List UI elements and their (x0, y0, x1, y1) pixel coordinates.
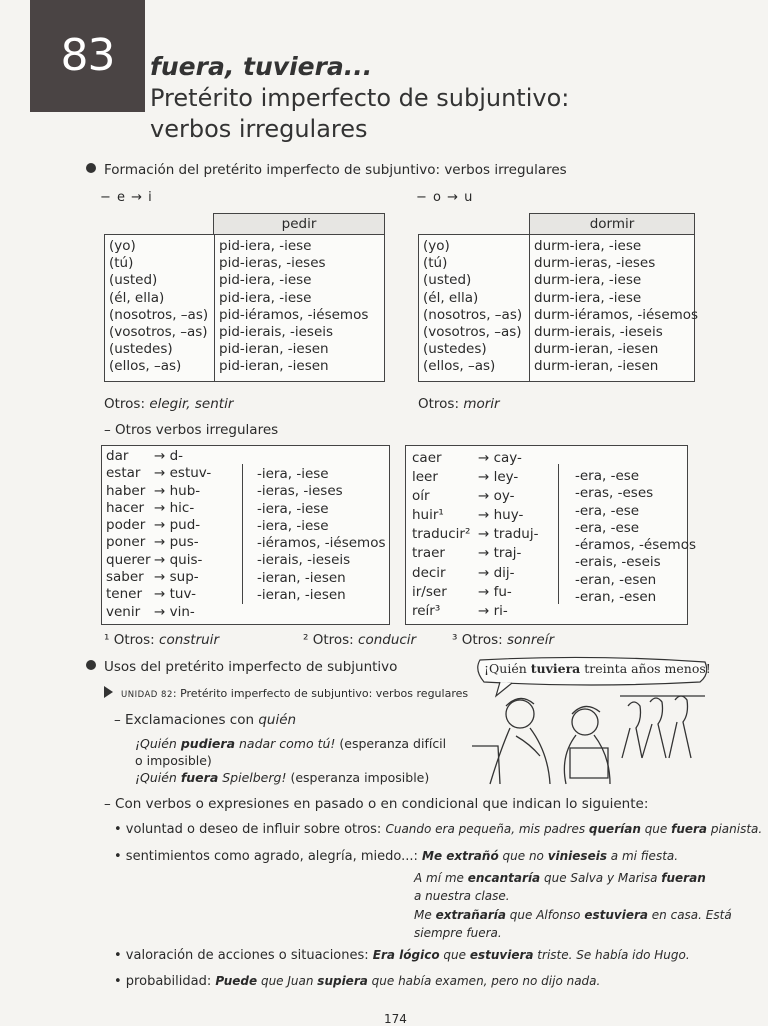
stem: → fu- (478, 583, 512, 600)
ending: -ierais, -ieseis (257, 552, 351, 569)
section-heading-formacion: Formación del pretérito imperfecto de subjuntivo: verbos irregulares (86, 162, 567, 178)
form-column (219, 238, 368, 376)
stem: → pud- (154, 517, 201, 534)
pronoun: (él, ella) (109, 289, 165, 306)
verb-form: pid-iéramos, -iésemos (219, 306, 369, 323)
pronoun: (ustedes) (109, 341, 173, 358)
ending: -era, -ese (575, 502, 640, 519)
pronoun: (yo) (423, 238, 450, 254)
ending: -erais, -eseis (575, 554, 661, 571)
verb-form: pid-iera, -iese (219, 272, 312, 289)
usage-sentimientos-ex3: Me extrañaría que Alfonso estuviera en casa. Está siempre fuera. (414, 908, 732, 940)
pronoun-column (423, 238, 522, 376)
verb: leer (412, 469, 438, 486)
verb: venir (106, 603, 141, 620)
table-header-dormir: dormir (529, 213, 695, 234)
stem: → oy- (478, 488, 515, 505)
pronoun-column (109, 238, 208, 376)
pronoun: (ellos, –as) (423, 358, 496, 375)
verb: poner (106, 534, 146, 551)
column-divider (242, 464, 243, 604)
example-2: ¡Quién fuera Spielberg! (esperanza imposible) (135, 770, 430, 785)
verb-form: pid-ieran, -iesen (219, 341, 329, 358)
verb: caer (412, 450, 442, 466)
verb-form: pid-ierais, -ieseis (219, 324, 334, 341)
unit-reference: UNIDAD 82: Pretérito imperfecto de subjuntivo: verbos regulares (104, 686, 468, 700)
verb: traducir² (412, 526, 471, 543)
verb-form: durm-iera, -iese (534, 238, 642, 254)
table-divider (529, 235, 530, 381)
ending-column (257, 466, 386, 604)
ending: -era, -ese (575, 519, 640, 536)
ending: -eras, -eses (575, 485, 654, 502)
con-verbos-heading: – Con verbos o expresiones en pasado o en condicional que indican lo siguiente: (104, 796, 649, 812)
verb-form: durm-iera, -iese (534, 272, 642, 289)
ending-column (575, 468, 696, 606)
verb: ir/ser (412, 583, 447, 600)
stem: → ri- (478, 602, 508, 619)
stem: → sup- (154, 569, 199, 586)
stem: → hub- (154, 482, 201, 499)
pronoun: (ellos, –as) (109, 358, 182, 375)
verb: dar (106, 448, 129, 464)
verb: querer (106, 551, 151, 568)
otros-elegir: Otros: elegir, sentir (104, 396, 234, 412)
example-1: ¡Quién pudiera nadar como tú! (esperanza difícil (135, 736, 447, 751)
footnote-1: ¹ Otros: construir (104, 632, 219, 648)
otros-morir: Otros: morir (418, 396, 500, 412)
stem: → ley- (478, 469, 519, 486)
verb: saber (106, 569, 144, 586)
pronoun: (usted) (109, 272, 158, 289)
table-header-pedir: pedir (213, 213, 385, 234)
stem: → d- (154, 448, 184, 464)
verb-column (412, 449, 470, 621)
irregular-verbs-box-right (405, 445, 696, 625)
cartoon-illustration (470, 656, 715, 786)
pronoun: (tú) (423, 255, 448, 272)
bullet-icon (86, 163, 96, 173)
verb-form: pid-iera, -iese (219, 238, 312, 254)
form-column (534, 238, 698, 376)
footnote-3: ³ Otros: sonreír (452, 632, 555, 648)
pronoun: (él, ella) (423, 289, 479, 306)
usage-sentimientos: • sentimientos como agrado, alegría, miedo...: Me extrañó que no vinieseis a mi fiesta. (114, 849, 679, 864)
column-divider (558, 464, 559, 604)
conjugation-table-pedir (104, 234, 385, 382)
verb: decir (412, 564, 446, 581)
stem: → vin- (154, 603, 195, 620)
rule-o-u: − o → u (416, 190, 474, 205)
verb: oír (412, 488, 430, 505)
stem-column (478, 449, 538, 621)
usage-valoracion: • valoración de acciones o situaciones: Era lógico que estuviera triste. Se había ido Hugo. (114, 948, 690, 963)
verb-form: durm-ieran, -iesen (534, 341, 659, 358)
usage-voluntad: • voluntad o deseo de influir sobre otros: Cuando era pequeña, mis padres querían que fuera pianista. (114, 822, 763, 837)
verb: tener (106, 586, 143, 603)
pronoun: (ustedes) (423, 341, 487, 358)
example-1-note: o imposible) (135, 753, 212, 768)
pronoun: (nosotros, –as) (423, 306, 523, 323)
verb: poder (106, 517, 146, 534)
usage-probabilidad: • probabilidad: Puede que Juan supiera que había examen, pero no dijo nada. (114, 974, 601, 989)
stem: → huy- (478, 507, 524, 524)
unit-number-box (30, 0, 145, 112)
rule-e-i: − e → i (100, 190, 153, 205)
verb: reír³ (412, 602, 441, 619)
otros-irregulares-heading: – Otros verbos irregulares (104, 422, 279, 438)
stem: → tuv- (154, 586, 196, 603)
section-heading-usos: Usos del pretérito imperfecto de subjuntivo (86, 659, 397, 675)
ending: -iera, -iese (257, 466, 329, 482)
bullet-icon (86, 660, 96, 670)
ending: -ieran, -iesen (257, 587, 346, 604)
ending: -iera, -iese (257, 500, 329, 517)
pronoun: (tú) (109, 255, 134, 272)
title-italic: fuera, tuviera... (150, 52, 373, 81)
stem: → traj- (478, 545, 522, 562)
ending: -eran, -esen (575, 589, 657, 606)
verb-form: durm-ieras, -ieses (534, 255, 656, 272)
stem: → cay- (478, 450, 522, 466)
pronoun: (nosotros, –as) (109, 306, 209, 323)
table-divider (214, 235, 215, 381)
pronoun: (usted) (423, 272, 472, 289)
verb-form: durm-iéramos, -iésemos (534, 306, 699, 323)
pronoun: (vosotros, –as) (423, 324, 522, 341)
irregular-verbs-box-left (101, 445, 390, 625)
verb-form: durm-ieran, -iesen (534, 358, 659, 375)
title-line-1: Pretérito imperfecto de subjuntivo: (150, 84, 570, 112)
verb: estar (106, 465, 141, 482)
pronoun: (yo) (109, 238, 136, 254)
exclamaciones-heading: – Exclamaciones con quién (114, 712, 297, 728)
ending: -era, -ese (575, 468, 640, 484)
pronoun: (vosotros, –as) (109, 324, 208, 341)
verb: haber (106, 482, 146, 499)
verb-form: durm-ierais, -ieseis (534, 324, 663, 341)
verb: hacer (106, 499, 145, 516)
verb-form: pid-ieras, -ieses (219, 255, 326, 272)
speech-bubble-text: ¡Quién tuviera treinta años menos! (484, 661, 711, 676)
stem: → estuv- (154, 465, 212, 482)
stem: → quis- (154, 551, 203, 568)
unit-number: 83 (60, 30, 115, 81)
title-line-2: verbos irregulares (150, 115, 368, 143)
arrow-icon (104, 686, 113, 698)
verb-form: durm-iera, -iese (534, 289, 642, 306)
ending: -ieras, -ieses (257, 483, 343, 500)
ending: -éramos, -ésemos (575, 537, 696, 554)
ending: -eran, -esen (575, 571, 657, 588)
stem-column (154, 448, 211, 621)
ending: -iéramos, -iésemos (257, 535, 386, 552)
stem: → hic- (154, 499, 195, 516)
stem: → traduj- (478, 526, 539, 543)
ending: -iera, -iese (257, 517, 329, 534)
stem: → pus- (154, 534, 199, 551)
verb-form: pid-ieran, -iesen (219, 358, 329, 375)
ending: -ieran, -iesen (257, 569, 346, 586)
page-number: 174 (384, 1012, 407, 1026)
verb: huir¹ (412, 507, 444, 524)
verb: traer (412, 545, 445, 562)
verb-form: pid-iera, -iese (219, 289, 312, 306)
verb-column (106, 448, 151, 621)
stem: → dij- (478, 564, 515, 581)
usage-sentimientos-ex2: A mí me encantaría que Salva y Marisa fueran a nuestra clase. (414, 871, 706, 903)
conjugation-table-dormir (418, 234, 699, 382)
footnote-2: ² Otros: conducir (303, 632, 417, 648)
